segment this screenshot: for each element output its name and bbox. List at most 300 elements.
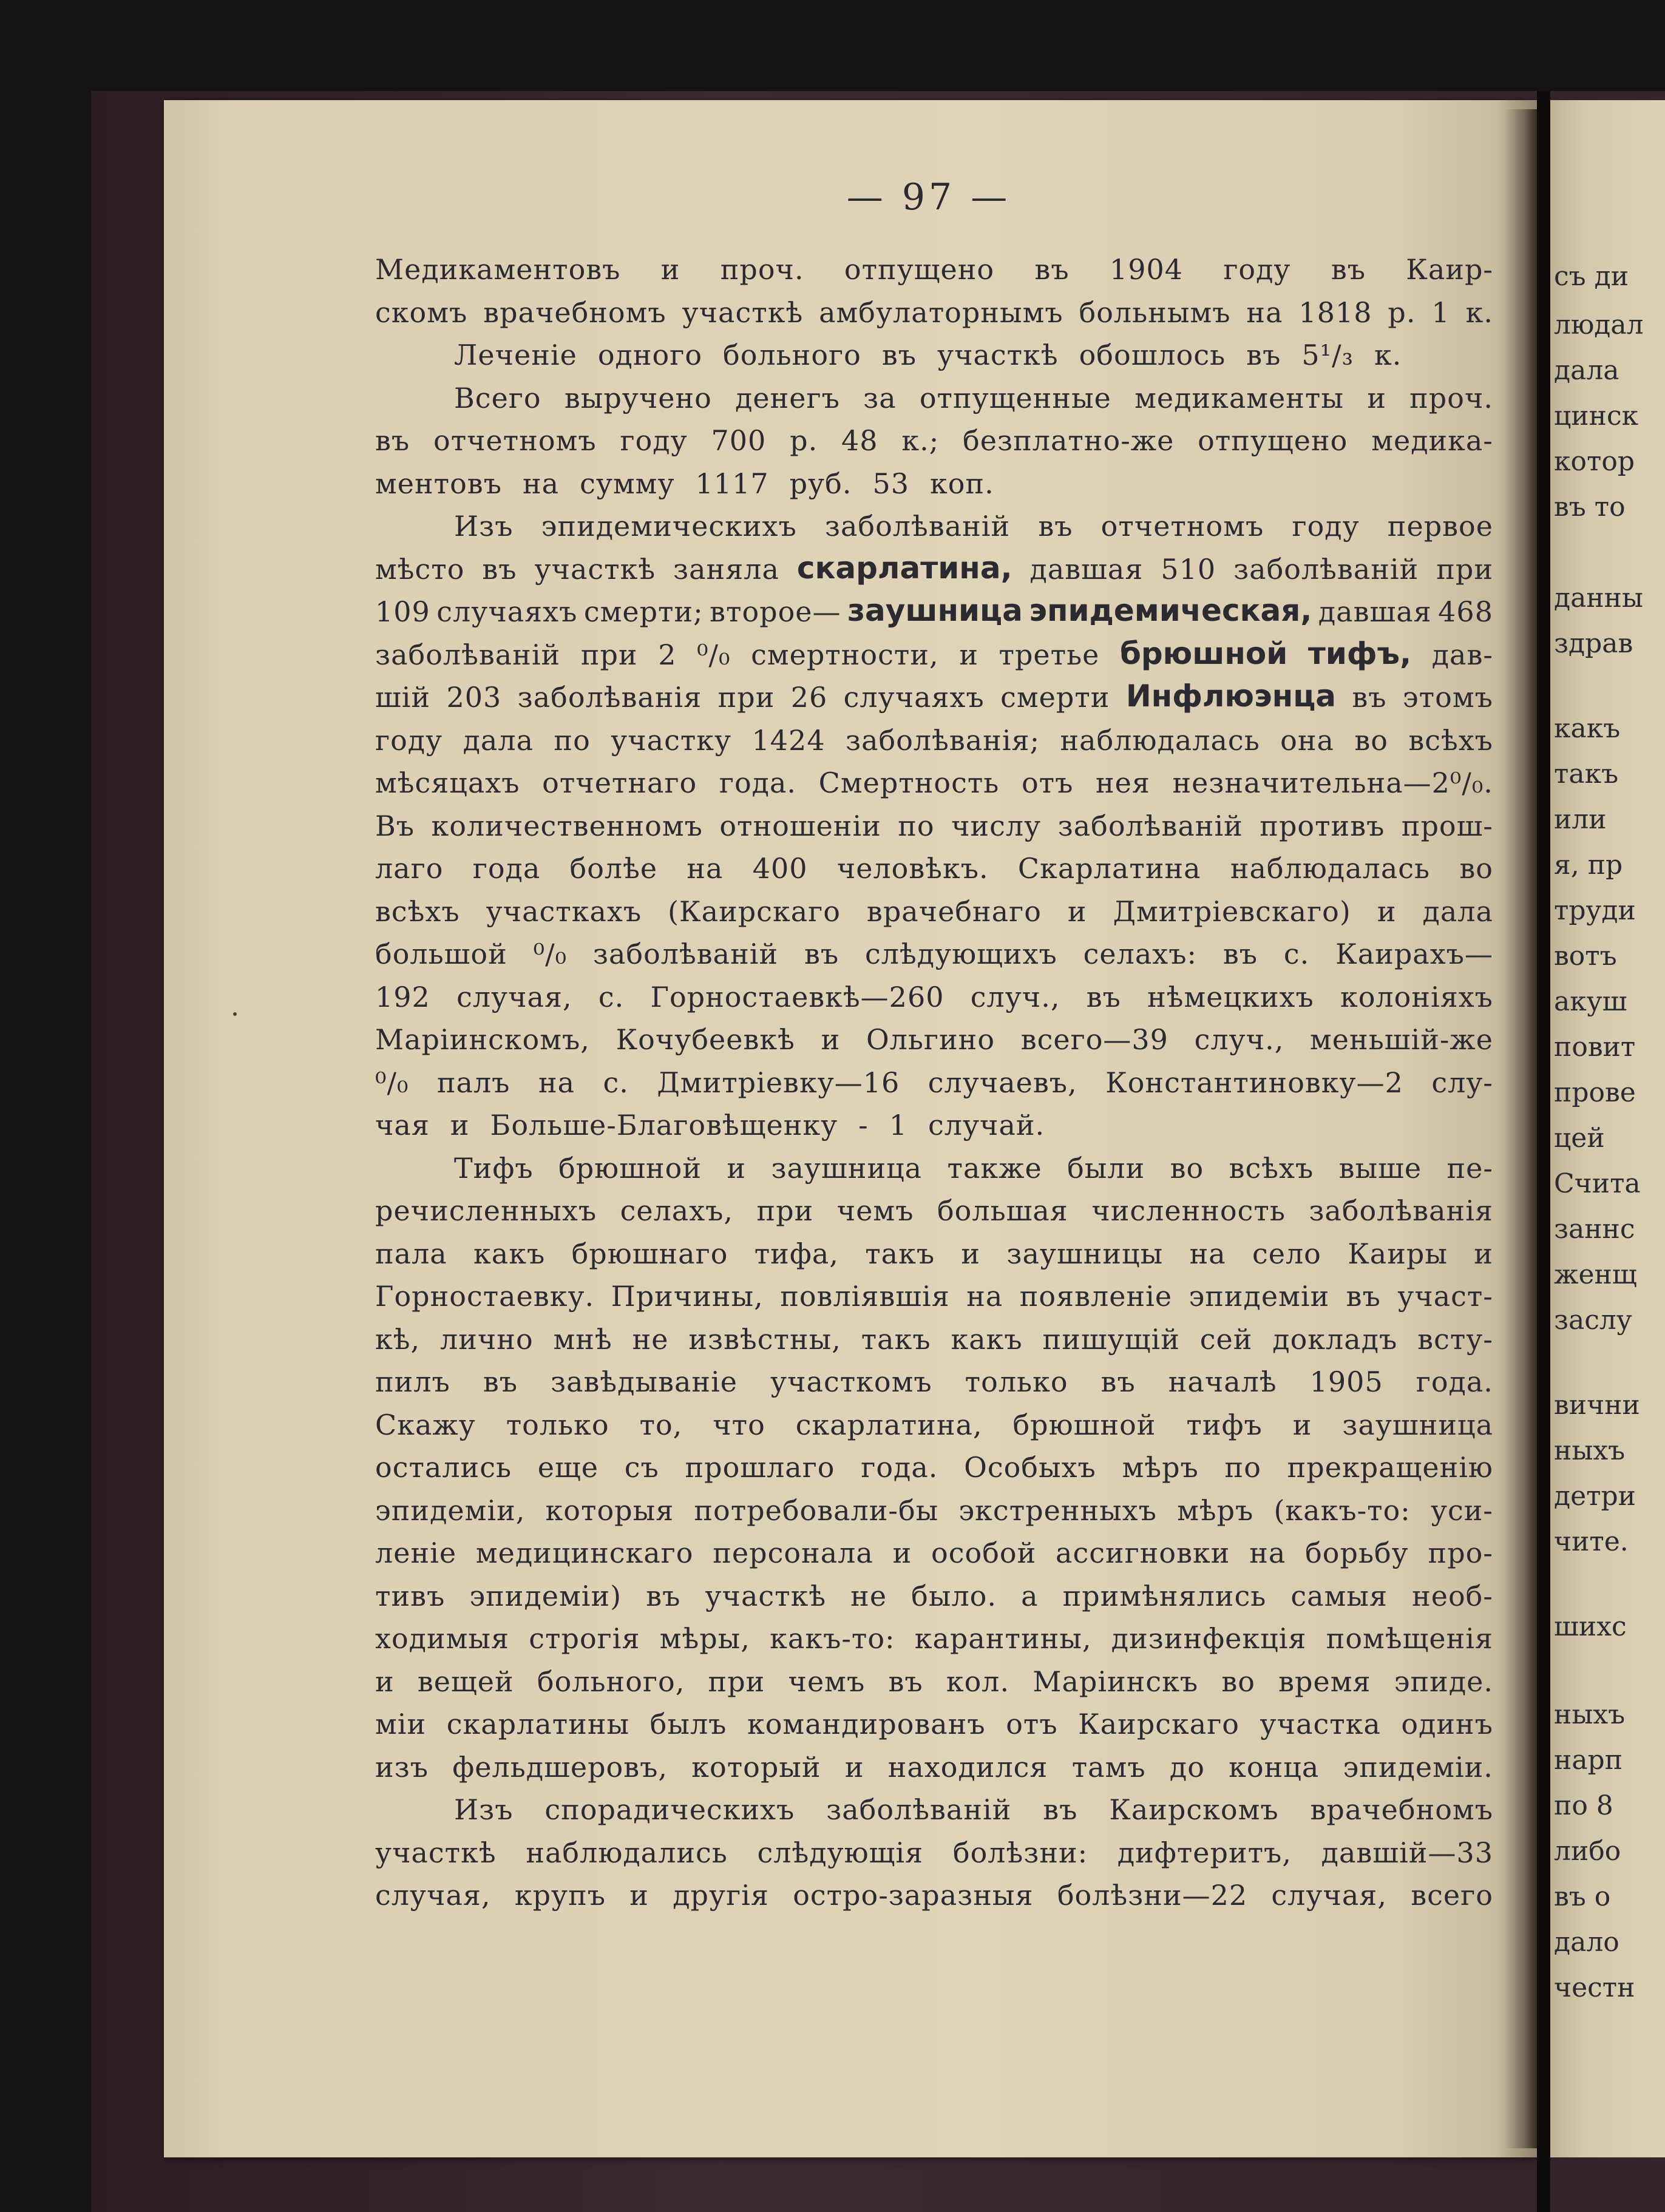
next-page-fragment: въ о [1554, 1881, 1611, 1912]
word: такъ [865, 1237, 935, 1270]
word: слѣдующія [757, 1836, 924, 1869]
word: 1818 [1298, 296, 1372, 329]
word: былъ [649, 1708, 727, 1740]
word: въ [1222, 938, 1258, 970]
word: врачебномъ [1310, 1793, 1493, 1826]
word: чемъ [788, 1665, 866, 1698]
word: докладъ [1272, 1323, 1398, 1356]
word: въ [482, 553, 517, 586]
word: отношеніи [719, 810, 881, 842]
word: болѣзни—22 [1057, 1879, 1248, 1912]
text-line [375, 1438, 1493, 1484]
text-line [375, 1823, 1493, 1869]
word: Каиры [1348, 1237, 1448, 1270]
word: чемъ [836, 1194, 914, 1227]
word: Причины, [611, 1280, 764, 1313]
word: эпидеміи. [1343, 1751, 1493, 1784]
next-page-fragment: детри [1554, 1481, 1636, 1512]
word: года. [861, 1451, 938, 1484]
word: Ольгино [866, 1023, 995, 1056]
word: колоніяхъ [1340, 981, 1493, 1013]
next-page-fragment: какъ [1554, 713, 1621, 744]
word: другія [673, 1879, 769, 1912]
word: давшій—33 [1321, 1836, 1493, 1869]
word: этомъ [1402, 681, 1493, 714]
word: 1904 [1109, 253, 1183, 286]
word: Особыхъ [964, 1451, 1096, 1484]
word: примѣнялись [1062, 1580, 1267, 1612]
word: карантины, [914, 1622, 1092, 1655]
word: и [375, 1665, 395, 1698]
word: отъ [1021, 766, 1074, 799]
word: въ [1086, 981, 1121, 1013]
word: дала [1422, 895, 1493, 928]
word: ассигновки [1056, 1537, 1230, 1569]
word: 5¹/₃ [1301, 339, 1354, 371]
word: случ., [970, 981, 1060, 1013]
word: Каирахъ— [1335, 938, 1493, 970]
word: году [620, 424, 688, 457]
word: который [691, 1751, 821, 1784]
word: эпиде. [1394, 1665, 1493, 1698]
word: всѣхъ [375, 895, 460, 928]
word: ⁰/₀ [533, 938, 568, 970]
word: Константиновку—2 [1105, 1066, 1403, 1099]
text-line [375, 753, 1493, 799]
word: завѣдываніе [551, 1365, 738, 1398]
next-page-fragment: котор [1554, 446, 1635, 477]
next-page-fragment: цинск [1554, 401, 1639, 431]
word: слѣдующихъ [865, 938, 1057, 970]
text-line [454, 368, 1493, 414]
word: заболѣваній [1233, 553, 1419, 586]
word: дифтеритъ, [1117, 1836, 1292, 1869]
word: въ [1346, 1280, 1381, 1313]
text-line [375, 1566, 1493, 1612]
word: медицинскаго [475, 1537, 694, 1569]
word: какъ [951, 1323, 1023, 1356]
word: с. [1283, 938, 1310, 970]
word: и [959, 638, 978, 671]
word: 192 [375, 981, 430, 1013]
word: участкѣ [705, 1580, 827, 1612]
word: село [1252, 1237, 1321, 1270]
ink-spot [233, 1012, 237, 1016]
word: до [1169, 1751, 1205, 1784]
word: второе— [710, 595, 841, 628]
word: ⁰/₀ [375, 1066, 409, 1099]
word: на [1189, 1237, 1226, 1270]
word: 48 [841, 424, 878, 457]
text-line [375, 668, 1493, 714]
word: Каирскаго [1078, 1708, 1240, 1740]
word: и [1067, 895, 1087, 928]
text-line [375, 1224, 1493, 1270]
word: всего [1411, 1879, 1493, 1912]
word: скомъ [375, 296, 468, 329]
word: отпущенные [919, 382, 1111, 414]
word: во [1221, 1665, 1255, 1698]
word: р. [790, 424, 818, 457]
next-page-fragment: нарп [1554, 1745, 1623, 1776]
word: брюшнаго [571, 1237, 728, 1270]
word: и [1377, 895, 1397, 928]
word: нѣмецкихъ [1147, 981, 1314, 1013]
word: больного, [537, 1665, 685, 1698]
word: на [538, 1066, 575, 1099]
next-page-fragment: по 8 [1554, 1790, 1613, 1821]
next-page-fragment: повит [1554, 1032, 1636, 1063]
word: участкѣ [937, 339, 1059, 371]
word: нея [1095, 766, 1150, 799]
text-line [375, 1481, 1493, 1527]
word: году [1292, 510, 1360, 543]
word: врачебномъ [483, 296, 666, 329]
word: 1424 [751, 724, 826, 757]
text-line [375, 711, 1493, 757]
word: находился [887, 1751, 1048, 1784]
word: персонала [713, 1537, 873, 1569]
next-page-fragment: ныхъ [1554, 1435, 1626, 1466]
text-line [375, 1267, 1493, 1313]
word: мѣръ [1122, 1451, 1199, 1484]
word: давшая [1318, 595, 1432, 628]
word: безплатно-же [963, 424, 1175, 457]
word: помѣщенія [1326, 1622, 1493, 1655]
word: такъ [861, 1323, 931, 1356]
text-line [375, 283, 1493, 329]
word: и [961, 1237, 981, 1270]
word: Изъ [454, 510, 514, 543]
word: участкомъ [770, 1365, 932, 1398]
word: чая [375, 1109, 430, 1142]
page-edge-shadow [1505, 109, 1542, 2148]
next-page-fragment: шихс [1554, 1611, 1627, 1642]
word: скарлатина, [796, 550, 1012, 586]
word: также [947, 1152, 1042, 1185]
word: за [863, 382, 897, 414]
word: заушница [1342, 1409, 1493, 1441]
word: борьбу [1305, 1537, 1409, 1569]
next-page-fragment: такъ [1554, 759, 1619, 790]
word: прекращенію [1287, 1451, 1493, 1484]
word: кѣ, [375, 1323, 421, 1356]
word: и [450, 1109, 470, 1142]
word: конца [1229, 1751, 1320, 1784]
word: участкѣ [534, 553, 656, 586]
word: въ [1034, 253, 1070, 286]
word: и [892, 1537, 912, 1569]
word: эпидемическихъ [541, 510, 797, 543]
next-page-fragment: ныхъ [1554, 1699, 1626, 1730]
word: не [850, 1580, 887, 1612]
next-page-fragment: прове [1554, 1077, 1636, 1108]
word: вещей [417, 1665, 514, 1698]
text-line [454, 1138, 1493, 1185]
word: въ [483, 1365, 518, 1398]
next-page-fragment: или [1554, 804, 1607, 835]
word: 468 [1438, 595, 1493, 628]
word: тифъ, [1307, 636, 1412, 671]
next-page-fragment: съ ди [1554, 261, 1629, 292]
word: отчетномъ [433, 424, 597, 457]
word: пилъ [375, 1365, 450, 1398]
word: и [727, 1152, 747, 1185]
word: 510 [1161, 553, 1216, 586]
word: к. [1465, 296, 1493, 329]
word: прошлаго [685, 1451, 835, 1484]
word: какъ [473, 1237, 546, 1270]
word: Инфлюэнца [1125, 678, 1337, 714]
text-line [375, 625, 1493, 671]
book-gutter [1537, 91, 1550, 2212]
word: Въ [375, 810, 415, 842]
word: большой [375, 938, 507, 970]
word: по [1224, 1451, 1261, 1484]
word: на [1249, 1537, 1286, 1569]
word: заушница [847, 593, 1023, 628]
word: заболѣваній [826, 1793, 1012, 1826]
word: сумму [580, 467, 675, 500]
word: больнымъ [1079, 296, 1231, 329]
word: шій [375, 681, 431, 714]
word: крупъ [514, 1879, 606, 1912]
word: Горностаевку. [375, 1280, 595, 1313]
word: выше [1338, 1152, 1422, 1185]
word: одинъ [1401, 1708, 1493, 1740]
word: 1 [1431, 296, 1450, 329]
word: Маріинскомъ, [375, 1023, 590, 1056]
word: на [1246, 296, 1283, 329]
word: и [821, 1023, 841, 1056]
word: слу- [1431, 1066, 1493, 1099]
next-page-fragment: труди [1554, 895, 1636, 926]
word: году [375, 724, 443, 757]
word: Всего [454, 382, 541, 414]
text-line [375, 1310, 1493, 1356]
word: по [898, 810, 935, 842]
word: только [965, 1365, 1068, 1398]
word: на [687, 852, 724, 885]
word: 400 [752, 852, 808, 885]
word: эпидеміи) [469, 1580, 622, 1612]
word: ментовъ [375, 467, 502, 500]
word: появленіе [1019, 1280, 1173, 1313]
word: въ [1038, 510, 1073, 543]
word: заболѣванія [517, 681, 702, 714]
word: случая, [1271, 1879, 1387, 1912]
word: брюшной [1012, 1409, 1156, 1441]
word: которыя [545, 1494, 674, 1527]
word: участку [611, 724, 732, 757]
next-page-fragment: вотъ [1554, 941, 1617, 972]
word: съ [624, 1451, 659, 1484]
page-number: — 97 — [846, 176, 1011, 218]
word: на [522, 467, 560, 500]
word: и [1474, 1237, 1493, 1270]
word: года. [1416, 1365, 1493, 1398]
text-line [375, 1010, 1493, 1056]
text-line [375, 1395, 1493, 1441]
word: въ [804, 938, 839, 970]
word: не [632, 1323, 669, 1356]
text-line [375, 1865, 1493, 1912]
next-page-fragment: въ то [1554, 492, 1626, 523]
word: ⁰/₀ [697, 638, 731, 671]
word: тивъ [375, 1580, 446, 1612]
word: особой [931, 1537, 1037, 1569]
word: проч. [1409, 382, 1493, 414]
text-line [375, 454, 1493, 500]
word: эпидемическая, [1029, 593, 1312, 628]
word: случай. [928, 1109, 1045, 1142]
word: извѣстны, [688, 1323, 841, 1356]
text-line [375, 924, 1493, 970]
word: тифъ [1186, 1409, 1263, 1441]
word: при [1436, 553, 1493, 586]
word: случая, [375, 1879, 491, 1912]
word: отчетнаго [542, 766, 697, 799]
word: селахъ: [1083, 938, 1197, 970]
word: мѣсяцахъ [375, 766, 520, 799]
word: заболѣваній [592, 938, 779, 970]
text-line [454, 1780, 1493, 1826]
word: Дмитріевку—16 [657, 1066, 900, 1099]
word: скарлатина, [795, 1409, 983, 1441]
word: больного [723, 339, 861, 371]
word: дизинфекція [1111, 1622, 1307, 1655]
word: въ [1246, 339, 1281, 371]
word: году [1223, 253, 1291, 286]
word: года. [719, 766, 797, 799]
word: врачебнаго [866, 895, 1042, 928]
next-page-fragment: акуш [1554, 986, 1627, 1017]
word: давшая [1029, 553, 1144, 586]
word: еще [537, 1451, 599, 1484]
next-page-fragment: данны [1554, 583, 1643, 614]
word: въ [646, 1580, 681, 1612]
word: с. [598, 981, 625, 1013]
word: Кочубеевкѣ [615, 1023, 795, 1056]
word: изъ [375, 1751, 429, 1784]
word: въ [1100, 1365, 1136, 1398]
word: 1 [889, 1109, 907, 1142]
word: к.; [901, 424, 940, 457]
next-page-fragment: заннс [1554, 1214, 1635, 1245]
word: міи [375, 1708, 427, 1740]
word: то, [639, 1409, 683, 1441]
word: при [708, 1665, 765, 1698]
word: пе- [1446, 1152, 1493, 1185]
word: при [580, 638, 638, 671]
word: заняла [673, 553, 779, 586]
word: Горностаевкѣ—260 [650, 981, 944, 1013]
word: отчетномъ [1100, 510, 1264, 543]
word: участ- [1397, 1280, 1493, 1313]
word: р. [1388, 296, 1416, 329]
text-line [375, 796, 1493, 842]
word: (какъ-то: [1273, 1494, 1411, 1527]
word: въ [1331, 253, 1366, 286]
word: въ [881, 339, 917, 371]
word: участка [1260, 1708, 1381, 1740]
text-line [375, 582, 1493, 628]
text-line [375, 1609, 1493, 1655]
word: к. [1374, 339, 1402, 371]
word: 700 [711, 424, 767, 457]
next-page-fragment: дала [1554, 355, 1619, 386]
next-page-fragment: вични [1554, 1390, 1640, 1421]
word: противъ [1260, 810, 1385, 842]
word: леніе [375, 1537, 457, 1569]
word: участкахъ [486, 895, 642, 928]
word: Каир- [1406, 253, 1493, 286]
word: случаяхъ [843, 681, 985, 714]
word: командированъ [747, 1708, 986, 1740]
word: численность [1091, 1194, 1286, 1227]
word: и [1367, 382, 1386, 414]
word: мѣры, [659, 1622, 750, 1655]
word: Медикаментовъ [375, 253, 621, 286]
word: 2 [658, 638, 677, 671]
word: амбулаторнымъ [819, 296, 1063, 329]
word: всѣхъ [1229, 1152, 1314, 1185]
word: Изъ [454, 1793, 514, 1826]
word: ходимыя [375, 1622, 510, 1655]
text-line [454, 325, 1493, 371]
word: только [506, 1409, 609, 1441]
word: необ- [1412, 1580, 1493, 1612]
word: и [660, 253, 680, 286]
word: кол. [946, 1665, 1010, 1698]
word: медика- [1371, 424, 1493, 457]
word: потребовали-бы [694, 1494, 939, 1527]
word: остались [375, 1451, 512, 1484]
word: медикаменты [1134, 382, 1344, 414]
next-page-fragment: женщ [1554, 1259, 1637, 1290]
word: было. [911, 1580, 997, 1612]
word: при [717, 681, 775, 714]
word: Тифъ [454, 1152, 534, 1185]
word: случаевъ, [927, 1066, 1077, 1099]
word: уси- [1430, 1494, 1493, 1527]
word: Каирскомъ [1109, 1793, 1279, 1826]
word: первое [1387, 510, 1493, 543]
text-line [375, 411, 1493, 457]
word: проч. [720, 253, 804, 286]
word: эпидеміи, [375, 1494, 526, 1527]
word: брюшной [558, 1152, 702, 1185]
word: селахъ, [620, 1194, 734, 1227]
word: случая, [456, 981, 572, 1013]
next-page-fragment: цей [1554, 1123, 1605, 1154]
word: одного [597, 339, 703, 371]
word: года [472, 852, 541, 885]
word: остро-заразныя [793, 1879, 1034, 1912]
word: во [1354, 724, 1388, 757]
word: количественномъ [431, 810, 703, 842]
word: лично [440, 1323, 534, 1356]
word: заболѣваній [824, 510, 1011, 543]
word: Смертность [818, 766, 1000, 799]
next-page-fragment: заслу [1554, 1305, 1632, 1336]
word: 53 [872, 467, 909, 500]
word: смертности, [751, 638, 939, 671]
word: смерти [1000, 681, 1110, 714]
word: смерти; [583, 595, 704, 628]
word: про- [1428, 1537, 1493, 1569]
word: коп. [929, 467, 994, 500]
